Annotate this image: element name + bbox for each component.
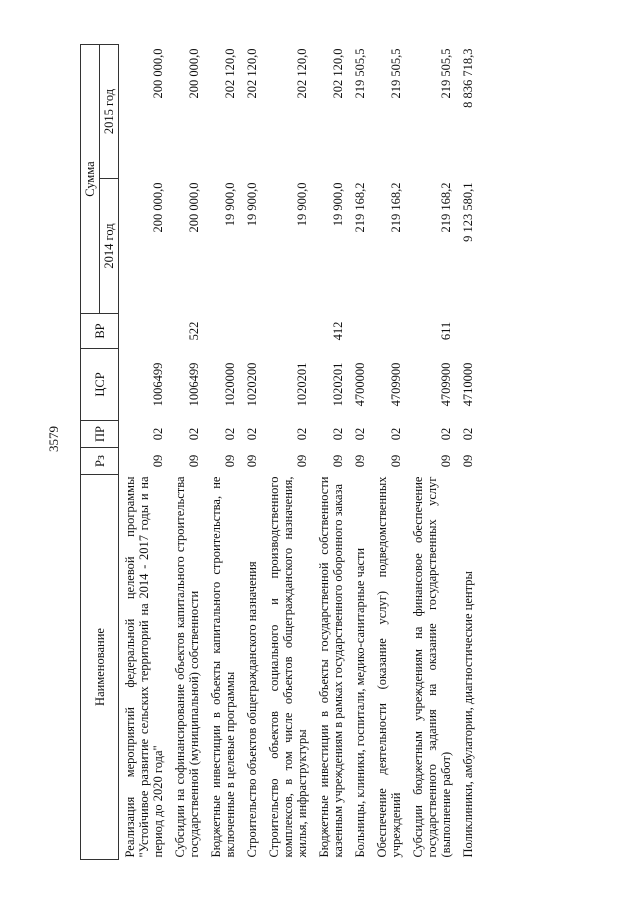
- row-csr: 1020200: [245, 362, 259, 407]
- row-sum-2014: 19 900,0: [245, 182, 259, 227]
- header-vr: ВР: [81, 314, 119, 349]
- row-sum-2015: 202 120,0: [295, 48, 309, 99]
- table-row: [169, 45, 205, 860]
- row-pr: 02: [295, 427, 309, 441]
- table-row: [371, 45, 407, 860]
- row-pr: 02: [389, 427, 403, 441]
- header-name: Наименование: [81, 475, 119, 860]
- row-sum-2014: 219 168,2: [389, 182, 403, 233]
- row-csr: 1006499: [187, 362, 201, 407]
- table-row: [407, 45, 457, 860]
- table-row: [205, 45, 241, 860]
- table-row: [263, 45, 313, 860]
- row-vr: [263, 314, 313, 349]
- row-vr: 522: [187, 321, 201, 341]
- row-sum-2015: 200 000,0: [187, 48, 201, 99]
- header-rz: Рз: [81, 448, 119, 475]
- row-rz: 09: [331, 454, 345, 468]
- row-pr: 02: [353, 427, 367, 441]
- row-csr: 4700000: [353, 362, 367, 407]
- header-pr: ПР: [81, 421, 119, 448]
- row-sum-2014: 200 000,0: [151, 182, 165, 233]
- row-rz: 09: [295, 454, 309, 468]
- row-rz: 09: [245, 454, 259, 468]
- row-sum-2014: 219 168,2: [353, 182, 367, 233]
- row-name: Строительство объектов социального и производственного комплексов, в том числе объектов общегражданского назначения, жилья, инфраструктуры: [267, 476, 309, 858]
- row-name: Бюджетные инвестиции в объекты государственной собственности казенным учреждениям в рамках государственного оборонного заказа: [317, 476, 345, 858]
- page-number: 3579: [46, 426, 61, 452]
- row-name: Строительство объектов общегражданского назначения: [245, 561, 259, 858]
- row-pr: 02: [187, 427, 201, 441]
- row-sum-2014: 200 000,0: [187, 182, 201, 233]
- row-name: Бюджетные инвестиции в объекты капитального строительства, не включенные в целевые программы: [209, 476, 237, 858]
- row-csr: 4709900: [439, 362, 453, 407]
- row-rz: 09: [223, 454, 237, 468]
- table-row: [457, 45, 479, 860]
- table-row: [313, 45, 349, 860]
- row-pr: 02: [331, 427, 345, 441]
- header-sum: Сумма: [81, 45, 100, 314]
- row-sum-2015: 202 120,0: [331, 48, 345, 99]
- row-sum-2014: 19 900,0: [331, 182, 345, 227]
- row-vr: 412: [331, 321, 345, 341]
- row-csr: 1020201: [331, 362, 345, 407]
- row-sum-2015: 219 505,5: [439, 48, 453, 99]
- row-sum-2014: 19 900,0: [295, 182, 309, 227]
- row-sum-2014: 19 900,0: [223, 182, 237, 227]
- header-2014: 2014 год: [100, 179, 119, 314]
- row-name: Обеспечение деятельности (оказание услуг) подведомственных учреждений: [375, 476, 403, 858]
- budget-table: [80, 44, 479, 860]
- row-csr: 1020201: [295, 362, 309, 407]
- row-pr: 02: [439, 427, 453, 441]
- row-vr: [119, 314, 170, 349]
- row-name: Больницы, клиники, госпитали, медико-санитарные части: [353, 547, 367, 858]
- row-pr: 02: [461, 427, 475, 441]
- row-sum-2015: 202 120,0: [223, 48, 237, 99]
- row-rz: 09: [187, 454, 201, 468]
- row-rz: 09: [461, 454, 475, 468]
- row-pr: 02: [223, 427, 237, 441]
- row-sum-2015: 8 836 718,3: [461, 48, 475, 108]
- row-csr: 4709900: [389, 362, 403, 407]
- row-vr: [205, 314, 241, 349]
- table-row: [349, 45, 371, 860]
- row-vr: [371, 314, 407, 349]
- table-body: [119, 45, 480, 860]
- row-name: Реализация мероприятий федеральной целевой программы "Устойчивое развитие сельских территорий на 2014 - 2017 годы и на период до 2020 года": [123, 476, 165, 858]
- row-vr: [349, 314, 371, 349]
- row-pr: 02: [151, 427, 165, 441]
- row-sum-2015: 219 505,5: [353, 48, 367, 99]
- row-vr: [457, 314, 479, 349]
- row-pr: 02: [245, 427, 259, 441]
- row-sum-2015: 202 120,0: [245, 48, 259, 99]
- row-csr: 1020000: [223, 362, 237, 407]
- header-2015: 2015 год: [100, 45, 119, 179]
- row-vr: [241, 314, 263, 349]
- row-sum-2014: 219 168,2: [439, 182, 453, 233]
- row-name: Субсидии на софинансирование объектов капитального строительства государственной (муниципальной) собственности: [173, 476, 201, 858]
- header-csr: ЦСР: [81, 349, 119, 421]
- row-sum-2015: 219 505,5: [389, 48, 403, 99]
- row-name: Субсидии бюджетным учреждениям на финансовое обеспечение государственного задания на оказание государственных услуг (выполнение работ): [411, 476, 453, 858]
- row-vr: 611: [439, 321, 453, 341]
- row-csr: 4710000: [461, 362, 475, 407]
- table-row: [119, 45, 170, 860]
- row-sum-2014: 9 123 580,1: [461, 182, 475, 242]
- row-rz: 09: [151, 454, 165, 468]
- row-sum-2015: 200 000,0: [151, 48, 165, 99]
- row-rz: 09: [389, 454, 403, 468]
- row-name: Поликлиники, амбулатории, диагностические центры: [461, 571, 475, 858]
- row-csr: 1006499: [151, 362, 165, 407]
- table-row: [241, 45, 263, 860]
- row-rz: 09: [439, 454, 453, 468]
- row-rz: 09: [353, 454, 367, 468]
- budget-table-rotated: [80, 45, 600, 860]
